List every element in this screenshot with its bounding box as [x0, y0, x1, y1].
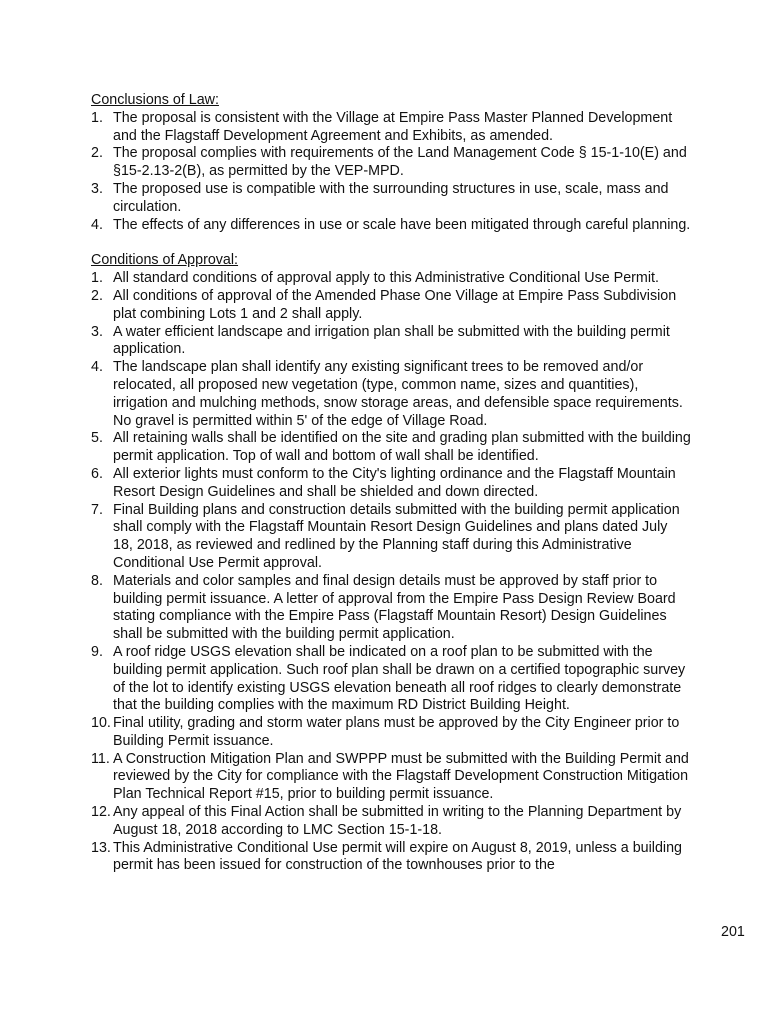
item-number: 5.: [91, 430, 103, 447]
item-number: 8.: [91, 572, 103, 589]
list-item: [91, 751, 691, 804]
document-body: [91, 92, 691, 875]
conclusions-heading: Conclusions of Law:: [91, 92, 219, 108]
section-spacer: [91, 234, 691, 252]
item-number: 4.: [91, 359, 103, 376]
item-number: 10.: [91, 715, 111, 732]
list-item: [91, 644, 691, 715]
list-item: [91, 324, 691, 360]
list-item: [91, 715, 691, 751]
item-text: Final Building plans and construction details submitted with the building permit application shall comply with the Flagstaff Mountain Resort Design Guidelines and plans dated July 18, 2018, as reviewed and redlined by the Planning staff during this Administrative Conditional Use Permit approval.: [113, 501, 680, 571]
item-text: This Administrative Conditional Use permit will expire on August 8, 2019, unless a building permit has been issued for construction of the townhouses prior to the: [113, 839, 682, 874]
list-item: [91, 217, 691, 235]
conditions-heading: Conditions of Approval:: [91, 252, 239, 269]
list-item: [91, 359, 691, 430]
item-text: The proposed use is compatible with the surrounding structures in use, scale, mass and circulation.: [113, 180, 669, 215]
conclusions-list: [91, 110, 691, 235]
item-text: Materials and color samples and final design details must be approved by staff prior to building permit issuance. A letter of approval from the Empire Pass Design Review Board stating compliance with the Empire Pass (Flagstaff Mountain Resort) Design Guidelines shall be submitted with the building permit application.: [113, 572, 676, 643]
item-number: 6.: [91, 465, 103, 482]
item-text: A roof ridge USGS elevation shall be indicated on a roof plan to be submitted with the building permit application. Such roof plan shall be drawn on a certified topographic survey of the lot to identify existing USGS elevation beneath all roof ridges to clearly demonstrate that the building complies with the maximum RD District Building Height.: [113, 643, 686, 714]
item-text: All standard conditions of approval apply to this Administrative Conditional Use Permit.: [113, 270, 659, 287]
item-number: 7.: [91, 501, 103, 518]
list-item: [91, 573, 691, 644]
list-item: [91, 288, 691, 324]
list-item: [91, 270, 691, 288]
item-number: 3.: [91, 180, 103, 197]
item-number: 2.: [91, 145, 103, 162]
item-text: Any appeal of this Final Action shall be submitted in writing to the Planning Department by August 18, 2018 according to LMC Section 15-1-18.: [113, 804, 682, 838]
list-item: [91, 502, 691, 573]
item-number: 12.: [91, 804, 111, 821]
item-text: The landscape plan shall identify any existing significant trees to be removed and/or relocated, all proposed new vegetation (type, common name, sizes and quantities), irrigation and mulching methods, snow storage areas, and defensible space requirements. No gravel is permitted within 5' of the edge of Village Road.: [113, 359, 683, 429]
item-number: 1.: [91, 109, 103, 126]
item-text: All conditions of approval of the Amended Phase One Village at Empire Pass Subdivision plat combining Lots 1 and 2 shall apply.: [113, 287, 677, 322]
item-number: 13.: [91, 839, 111, 856]
list-item: [91, 110, 691, 146]
item-text: All exterior lights must conform to the City's lighting ordinance and the Flagstaff Mountain Resort Design Guidelines and shall be shielded and down directed.: [113, 465, 676, 500]
list-item: [91, 466, 691, 502]
item-text: All retaining walls shall be identified on the site and grading plan submitted with the building permit application. Top of wall and bottom of wall shall be identified.: [113, 430, 691, 465]
item-text: The proposal complies with requirements of the Land Management Code § 15-1-10(E) and §15-2.13-2(B), as permitted by the VEP-MPD.: [113, 145, 687, 180]
list-item: [91, 181, 691, 217]
item-text: A water efficient landscape and irrigation plan shall be submitted with the building permit application.: [113, 323, 670, 358]
page-number: 201: [721, 924, 745, 940]
item-text: The proposal is consistent with the Village at Empire Pass Master Planned Development and the Flagstaff Development Agreement and Exhibits, as amended.: [113, 109, 673, 144]
item-number: 3.: [91, 323, 103, 340]
list-item: [91, 145, 691, 181]
item-text: The effects of any differences in use or scale have been mitigated through careful planning.: [113, 216, 691, 233]
list-item: [91, 430, 691, 466]
item-number: 11.: [91, 750, 110, 767]
item-text: Final utility, grading and storm water plans must be approved by the City Engineer prior to Building Permit issuance.: [113, 715, 680, 749]
item-text: A Construction Mitigation Plan and SWPPP must be submitted with the Building Permit and reviewed by the City for compliance with the Flagstaff Development Construction Mitigation Plan Technical Report #15, prior to building permit issuance.: [113, 750, 689, 803]
item-number: 2.: [91, 287, 103, 304]
conditions-list: [91, 270, 691, 875]
list-item: [91, 804, 691, 840]
item-number: 9.: [91, 643, 103, 660]
item-number: 4.: [91, 216, 103, 233]
item-number: 1.: [91, 270, 103, 287]
list-item: [91, 840, 691, 876]
